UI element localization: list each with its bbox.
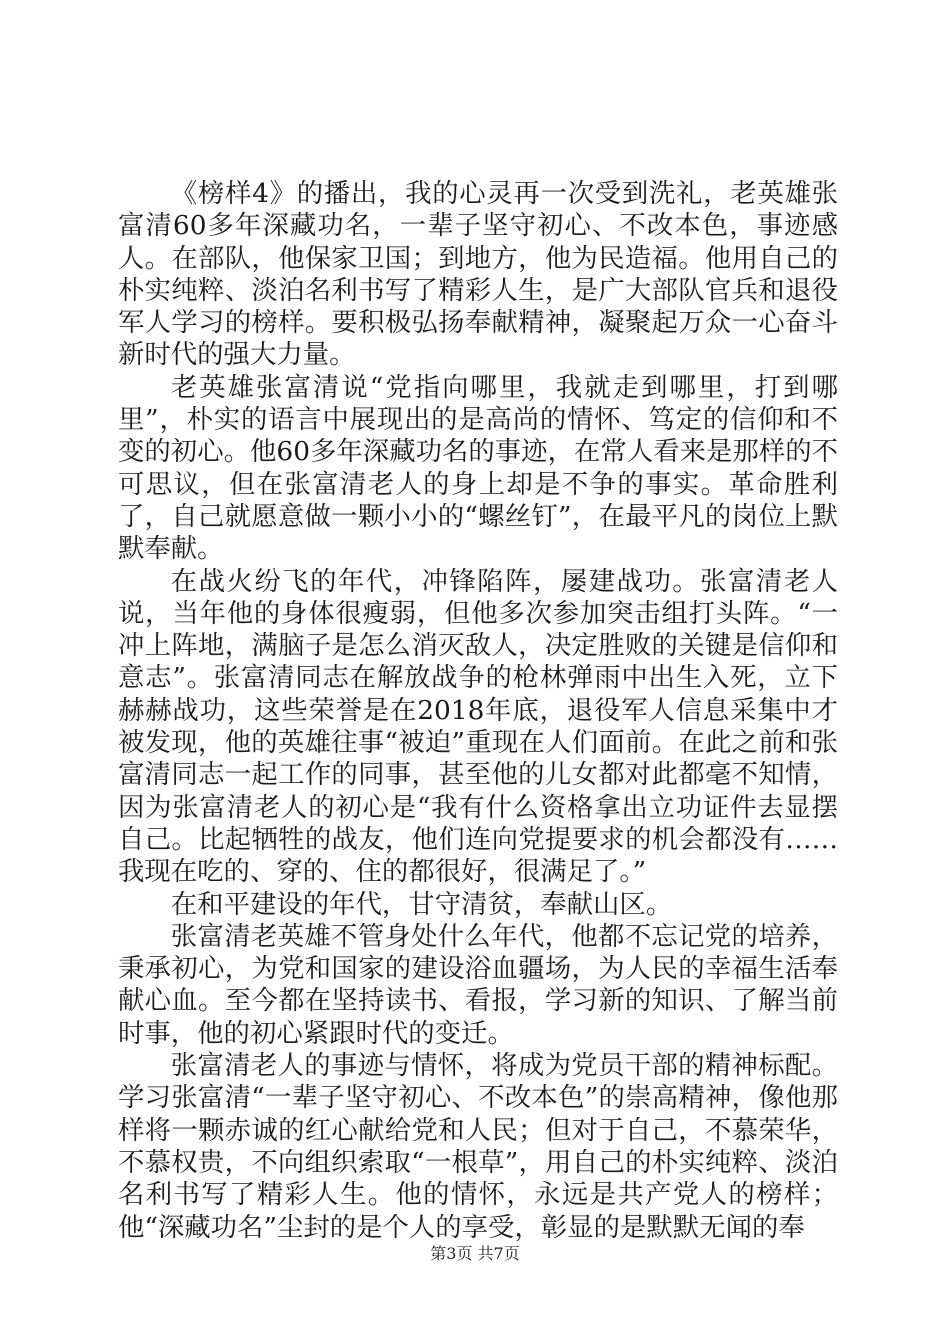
paragraph-3: 在战火纷飞的年代，冲锋陷阵，屡建战功。张富清老人说，当年他的身体很瘦弱，但他多次参加突击组打头阵。“一冲上阵地，满脑子是怎么消灭敌人，决定胜败的关键是信仰和意志”。张富清同志在解放战争的枪林弹雨中出生入死，立下赫赫战功，这些荣誉是在2018年底，退役军人信息采集中才被发现，他的英雄往事“被迫”重现在人们面前。在此之前和张富清同志一起工作的同事，甚至他的儿女都对此都毫不知情，因为张富清老人的初心是“我有什么资格拿出立功证件去显摆自己。比起牺牲的战友，他们连向党提要求的机会都没有……我现在吃的、穿的、住的都很好，很满足了。” bbox=[118, 565, 838, 888]
paragraph-6: 张富清老人的事迹与情怀，将成为党员干部的精神标配。学习张富清“一辈子坚守初心、不改本色”的崇高精神，像他那样将一颗赤诚的红心献给党和人民；但对于自己，不慕荣华，不慕权贵，不向组织索取“一根草”，用自己的朴实纯粹、淡泊名利书写了精彩人生。他的情怀，永远是共产党人的榜样；他“深藏功名”尘封的是个人的享受，彰显的是默默无闻的奉 bbox=[118, 1050, 838, 1243]
page-footer: 第3页 共7页 bbox=[430, 1244, 520, 1263]
paragraph-5: 张富清老英雄不管身处什么年代，他都不忘记党的培养，秉承初心，为党和国家的建设浴血疆场，为人民的幸福生活奉献心血。至今都在坚持读书、看报，学习新的知识、了解当前时事，他的初心紧跟时代的变迁。 bbox=[118, 920, 838, 1049]
paragraph-2: 老英雄张富清说“党指向哪里，我就走到哪里，打到哪里”，朴实的语言中展现出的是高尚的情怀、笃定的信仰和不变的初心。他60多年深藏功名的事迹，在常人看来是那样的不可思议，但在张富清老人的身上却是不争的事实。革命胜利了，自己就愿意做一颗小小的“螺丝钉”，在最平凡的岗位上默默奉献。 bbox=[118, 371, 838, 565]
paragraph-1: 《榜样4》的播出，我的心灵再一次受到洗礼，老英雄张富清60多年深藏功名，一辈子坚守初心、不改本色，事迹感人。在部队，他保家卫国；到地方，他为民造福。他用自己的朴实纯粹、淡泊名利书写了精彩人生，是广大部队官兵和退役军人学习的榜样。要积极弘扬奉献精神，凝聚起万众一心奋斗新时代的强大力量。 bbox=[118, 178, 838, 371]
paragraph-4: 在和平建设的年代，甘守清贫，奉献山区。 bbox=[170, 888, 673, 920]
document-body bbox=[118, 178, 838, 1244]
